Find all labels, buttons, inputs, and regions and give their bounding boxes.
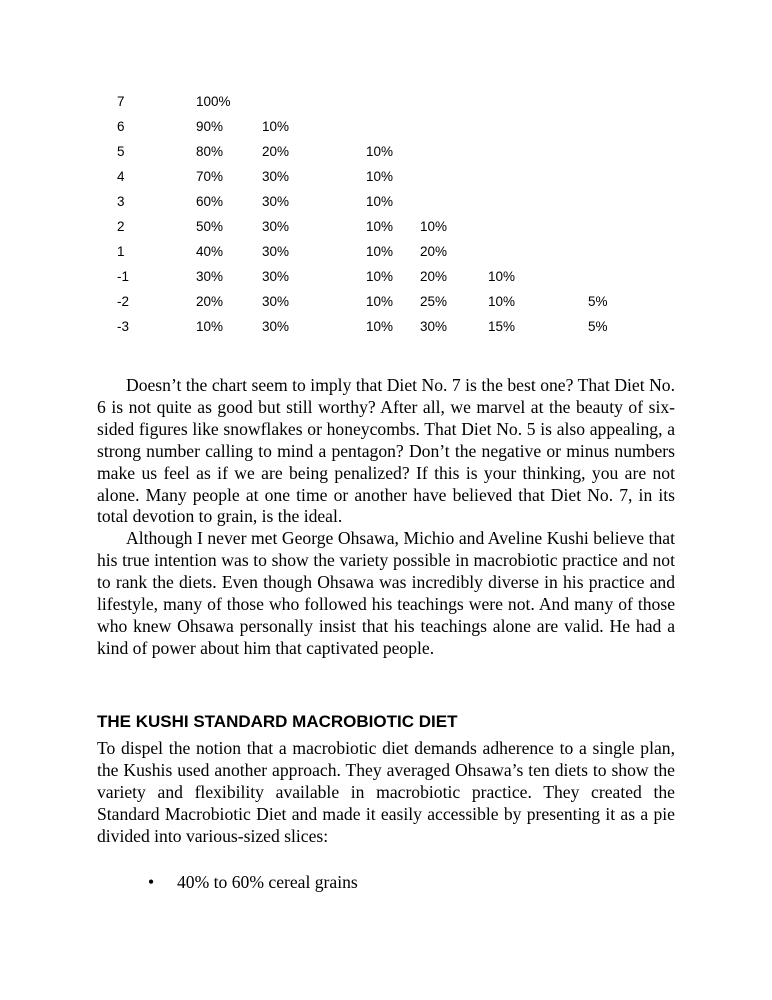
table-cell: 10% (366, 269, 394, 284)
table-row (0, 117, 772, 142)
table-row (0, 142, 772, 167)
table-cell: 5% (588, 319, 608, 334)
list-item-text: 40% to 60% cereal grains (177, 872, 358, 892)
list-item (148, 871, 648, 893)
table-row (0, 167, 772, 192)
diet-number-cell: 1 (117, 244, 125, 259)
table-row (0, 267, 772, 292)
table-cell: 30% (262, 244, 290, 259)
table-cell: 30% (262, 219, 290, 234)
diet-number-cell: 7 (117, 94, 125, 109)
table-cell: 80% (196, 144, 224, 159)
section-heading: THE KUSHI STANDARD MACROBIOTIC DIET (97, 712, 458, 731)
table-row (0, 317, 772, 342)
table-cell: 15% (488, 319, 516, 334)
table-row (0, 292, 772, 317)
table-cell: 50% (196, 219, 224, 234)
table-cell: 30% (262, 319, 290, 334)
table-cell: 10% (366, 319, 394, 334)
paragraph: Doesn’t the chart seem to imply that Diet No. 7 is the best one? That Diet No. 6 is not quite as good but still worthy? After all, we marvel at the beauty of six-sided figures like snowflakes or honeycombs. That Diet No. 5 is also appealing, a strong number calling to mind a pentagon? Don’t the negative or minus numbers make us feel as if we are being penalized? If this is your thinking, you are not alone. Many people at one time or another have believed that Diet No. 7, in its total devotion to grain, is the ideal. (97, 375, 675, 527)
table-cell: 25% (420, 294, 448, 309)
table-row (0, 192, 772, 217)
table-cell: 10% (366, 194, 394, 209)
diet-table (0, 92, 772, 342)
table-cell: 10% (366, 169, 394, 184)
diet-number-cell: -1 (117, 269, 130, 284)
diet-number-cell: 6 (117, 119, 125, 134)
table-cell: 10% (488, 294, 516, 309)
diet-number-cell: 4 (117, 169, 125, 184)
table-cell: 70% (196, 169, 224, 184)
table-row (0, 92, 772, 117)
diet-number-cell: -2 (117, 294, 130, 309)
section-body (97, 738, 675, 848)
table-cell: 90% (196, 119, 224, 134)
paragraph: Although I never met George Ohsawa, Michio and Aveline Kushi believe that his true intention was to show the variety possible in macrobiotic practice and not to rank the diets. Even though Ohsawa was incredibly diverse in his practice and lifestyle, many of those who followed his teachings were not. And many of those who knew Ohsawa personally insist that his teachings alone are valid. He had a kind of power about him that captivated people. (97, 528, 675, 658)
table-cell: 10% (366, 294, 394, 309)
table-cell: 60% (196, 194, 224, 209)
table-cell: 20% (420, 244, 448, 259)
table-cell: 30% (420, 319, 448, 334)
table-cell: 10% (262, 119, 290, 134)
table-row (0, 242, 772, 267)
bullet-marker: • (148, 872, 155, 892)
table-cell: 30% (262, 169, 290, 184)
table-cell: 10% (196, 319, 224, 334)
table-cell: 20% (262, 144, 290, 159)
table-cell: 10% (366, 144, 394, 159)
diet-number-cell: -3 (117, 319, 130, 334)
table-cell: 5% (588, 294, 608, 309)
table-row (0, 217, 772, 242)
table-cell: 100% (196, 94, 231, 109)
diet-number-cell: 2 (117, 219, 125, 234)
table-cell: 20% (196, 294, 224, 309)
table-cell: 10% (366, 244, 394, 259)
table-cell: 30% (262, 294, 290, 309)
bullet-list (148, 871, 648, 893)
table-cell: 10% (420, 219, 448, 234)
table-cell: 40% (196, 244, 224, 259)
table-cell: 10% (366, 219, 394, 234)
paragraph: To dispel the notion that a macrobiotic diet demands adherence to a single plan, the Kushis used another approach. They averaged Ohsawa’s ten diets to show the variety and flexibility available in macrobiotic practice. They created the Standard Macrobiotic Diet and made it easily accessible by presenting it as a pie divided into various-sized slices: (97, 738, 675, 846)
table-cell: 30% (196, 269, 224, 284)
table-cell: 30% (262, 194, 290, 209)
body-text (97, 375, 675, 660)
diet-number-cell: 3 (117, 194, 125, 209)
table-cell: 10% (488, 269, 516, 284)
table-cell: 30% (262, 269, 290, 284)
table-cell: 20% (420, 269, 448, 284)
diet-number-cell: 5 (117, 144, 125, 159)
